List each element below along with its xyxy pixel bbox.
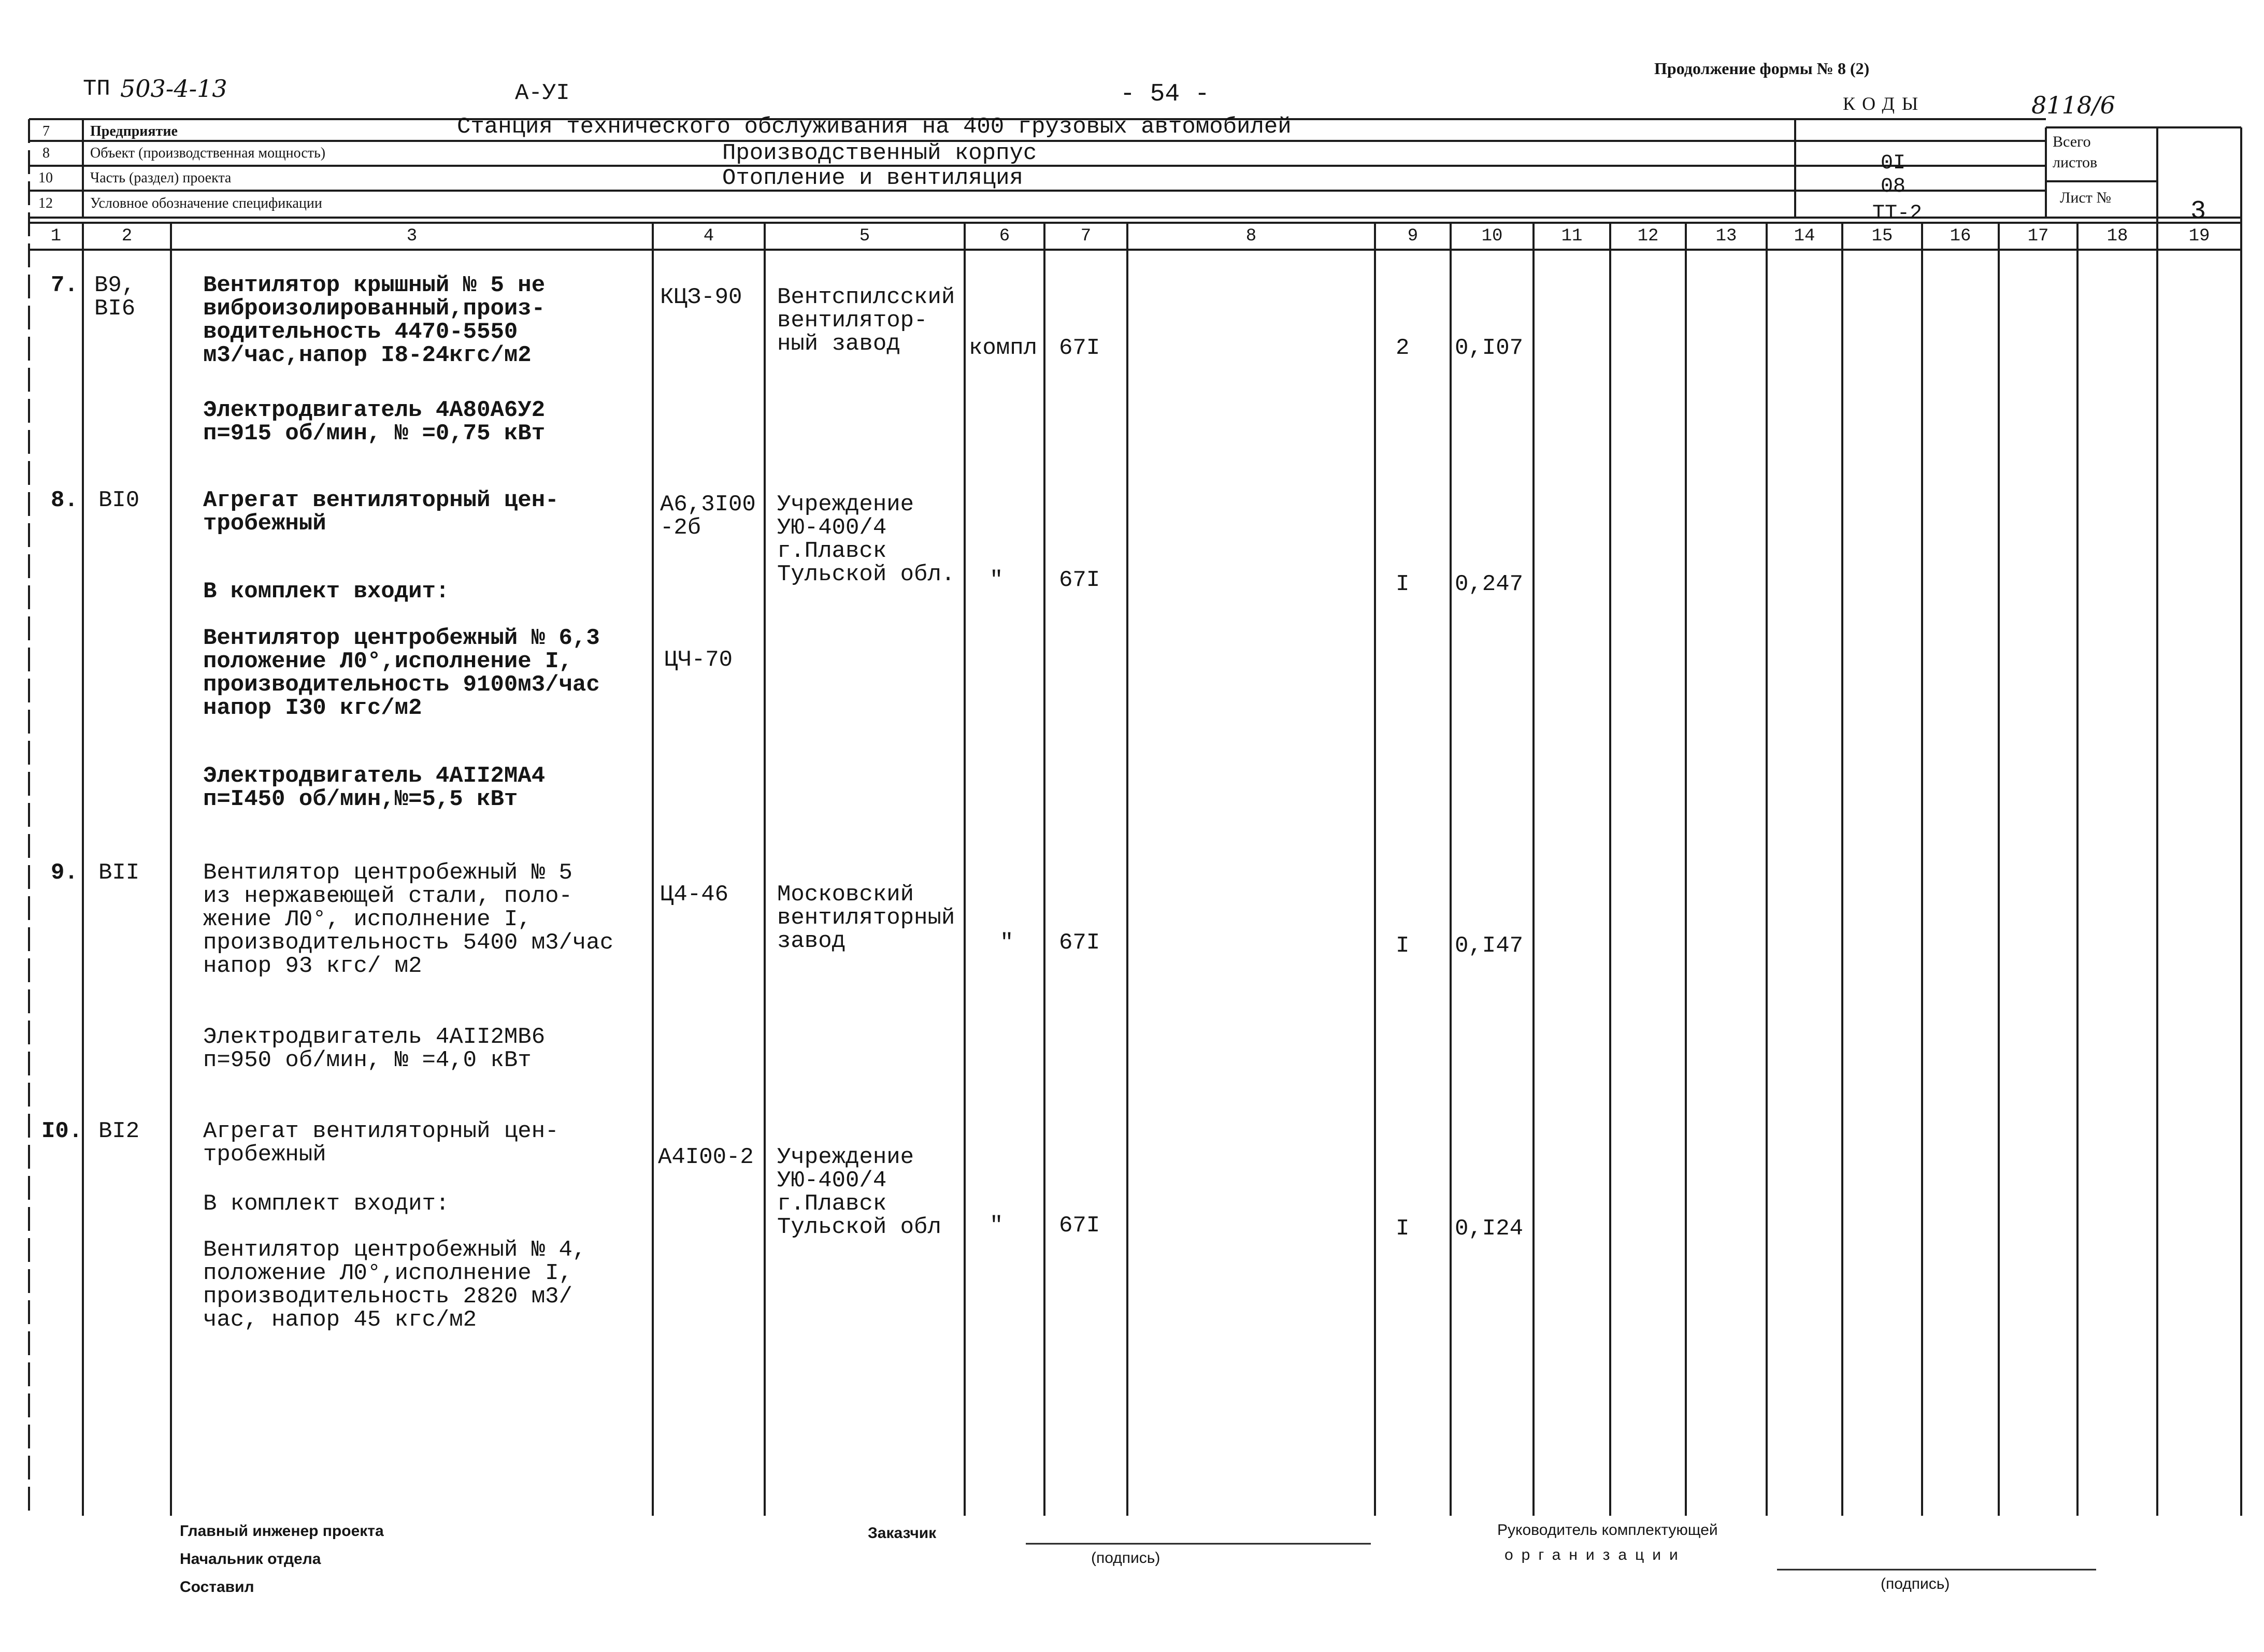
type-mark: Ц4-46	[660, 882, 729, 908]
column-number: 7	[1080, 226, 1092, 246]
row-number: 8.	[51, 487, 78, 513]
doc-code-prefix: ТП	[83, 76, 110, 102]
type-mark: А6,3I00 -2б	[660, 492, 756, 541]
doc-code: 503-4-13	[120, 75, 227, 103]
field-value-section: Отопление и вентиляция	[722, 165, 1023, 191]
unit-code: 67I	[1059, 335, 1100, 361]
mass: 0,I24	[1455, 1216, 1524, 1242]
album-number: А-УI	[515, 80, 570, 106]
mass: 0,247	[1455, 571, 1524, 597]
column-number: 13	[1715, 226, 1737, 246]
handwritten-code: 8118/6	[2031, 91, 2115, 119]
field-code-section: 08	[1881, 175, 1906, 198]
form-continuation: Продолжение формы № 8 (2)	[1654, 59, 1870, 78]
supplier-head-label: Руководитель комплектующей	[1497, 1521, 1718, 1539]
field-label-section: Часть (раздел) проекта	[90, 170, 232, 186]
manufacturer: Вентспилсский вентилятор- ный завод	[777, 284, 955, 357]
item-description: Электродвигатель 4АII2МА4 п=I450 об/мин,№=5,5 кВт	[203, 763, 546, 812]
item-description: Электродвигатель 4А80А6У2 п=915 об/мин, № =0,75 кВт	[203, 397, 546, 447]
column-number: 1	[50, 226, 62, 246]
column-number: 17	[2027, 226, 2049, 246]
item-description: Агрегат вентиляторный цен- тробежный	[203, 487, 559, 537]
field-num: 8	[42, 145, 50, 161]
column-number: 12	[1637, 226, 1659, 246]
total-sheets-label: Всего листов	[2053, 133, 2098, 171]
column-number: 11	[1561, 226, 1583, 246]
signature-caption: (подпись)	[1091, 1549, 1160, 1567]
row-number: 9.	[51, 860, 78, 886]
column-number: 3	[406, 226, 418, 246]
page-number: - 54 -	[1120, 80, 1210, 108]
position-code: В9, ВI6	[94, 272, 136, 322]
signature-caption: (подпись)	[1881, 1575, 1950, 1592]
column-number: 4	[703, 226, 714, 246]
field-num: 10	[38, 170, 53, 186]
compiled-by-label: Составил	[180, 1578, 254, 1596]
row-number: 7.	[51, 272, 78, 298]
item-description: Агрегат вентиляторный цен- тробежный	[203, 1118, 559, 1168]
field-num: 7	[42, 123, 50, 139]
unit-code: 67I	[1059, 567, 1100, 593]
codes-label: КОДЫ	[1843, 93, 1926, 114]
unit: "	[990, 567, 1004, 593]
column-number: 19	[2188, 226, 2210, 246]
column-number: 8	[1245, 226, 1257, 246]
field-label-enterprise: Предприятие	[90, 123, 178, 139]
item-description: Вентилятор центробежный № 6,3 положение Л0°,исполнение I, производительность 9100м3/час напор I30 кгс/м2	[203, 625, 600, 721]
position-code: ВI0	[98, 487, 140, 513]
column-number: 5	[859, 226, 870, 246]
mass: 0,I07	[1455, 335, 1524, 361]
sheet-number-label: Лист №	[2060, 189, 2111, 206]
field-label-spec-designation: Условное обозначение спецификации	[90, 195, 322, 211]
quantity: I	[1396, 571, 1410, 597]
unit: "	[990, 1213, 1004, 1239]
item-description: Вентилятор центробежный № 4, положение Л0°,исполнение I, производительность 2820 м3/ час, напор 45 кгс/м2	[203, 1237, 586, 1333]
position-code: ВII	[98, 860, 140, 886]
column-number: 15	[1871, 226, 1893, 246]
item-description: Электродвигатель 4АII2МВ6 п=950 об/мин, № =4,0 кВт	[203, 1024, 546, 1073]
type-mark: ЦЧ-70	[664, 647, 733, 673]
customer-label: Заказчик	[868, 1525, 937, 1542]
column-number: 9	[1407, 226, 1418, 246]
item-description: Вентилятор центробежный № 5 из нержавеющей стали, поло- жение Л0°, исполнение I, производительность 5400 м3/час напор 93 кгс/ м2	[203, 860, 614, 979]
column-number: 6	[999, 226, 1010, 246]
dept-head-label: Начальник отдела	[180, 1550, 321, 1568]
type-mark: А4I00-2	[658, 1144, 754, 1170]
item-description: Вентилятор крышный № 5 не виброизолированный,произ- водительность 4470-5550 м3/час,напор I8-24кгс/м2	[203, 272, 546, 368]
type-mark: КЦЗ-90	[660, 284, 742, 310]
column-number: 16	[1950, 226, 1971, 246]
field-code-object: 0I	[1881, 152, 1906, 175]
column-number: 14	[1794, 226, 1815, 246]
column-number: 10	[1481, 226, 1503, 246]
unit: "	[1000, 930, 1014, 956]
field-label-object: Объект (производственная мощность)	[90, 145, 326, 161]
row-number: I0.	[41, 1118, 83, 1144]
quantity: 2	[1396, 335, 1410, 361]
item-description: В комплект входит:	[203, 579, 450, 605]
item-description: В комплект входит:	[203, 1191, 450, 1217]
field-num: 12	[38, 195, 53, 211]
unit: компл	[969, 335, 1038, 361]
chief-engineer-label: Главный инженер проекта	[180, 1522, 384, 1540]
column-number: 18	[2107, 226, 2128, 246]
unit-code: 67I	[1059, 930, 1100, 956]
quantity: I	[1396, 933, 1410, 959]
quantity: I	[1396, 1216, 1410, 1242]
position-code: ВI2	[98, 1118, 140, 1144]
mass: 0,I47	[1455, 933, 1524, 959]
field-value-enterprise: Станция технического обслуживания на 400 грузовых автомобилей	[457, 114, 1292, 140]
unit-code: 67I	[1059, 1213, 1100, 1239]
sheet-number: 3	[2190, 197, 2206, 226]
column-number: 2	[121, 226, 133, 246]
field-code-spec: ТТ-2	[1872, 202, 1923, 225]
manufacturer: Московский вентиляторный завод	[777, 882, 955, 954]
field-value-object: Производственный корпус	[722, 140, 1037, 166]
supplier-org-label: организации	[1504, 1546, 1686, 1563]
manufacturer: Учреждение УЮ-400/4 г.Плавск Тульской обл.	[777, 492, 955, 587]
manufacturer: Учреждение УЮ-400/4 г.Плавск Тульской обл	[777, 1144, 941, 1240]
